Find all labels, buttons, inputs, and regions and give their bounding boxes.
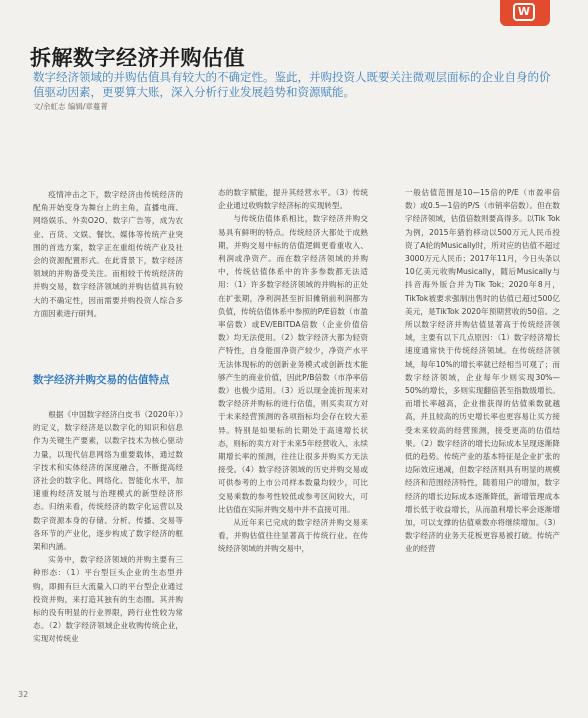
paragraph: 实务中，数字经济领域的并购主要有三种形态：（1）平台型巨头企业的生态型并购，即拥有巨大流量入口的平台型企业通过投资并购，来打造其独有的生态圈。其并购标的没有明显的行业界限，跨行业性较为常态。（2）数字经济领域企业收购传统企业，实现对传统业 [33,555,183,644]
column-1-bottom [33,408,183,702]
paragraph: 根据《中国数字经济白皮书（2020年）》的定义，数字经济是以数字化的知识和信息作为关键生产要素，以数字技术为核心驱动力量，以现代信息网络为重要载体，通过数字技术和实体经济的深度融合，不断提高经济社会的数字化、网络化、智能化水平，加速重构经济发展与治理模式的新型经济形态。归纳来看，传统经济的数字化运营以及数字资源本身的存储、分析、传播、交易等各环节的产业化，逐步构成了数字经济的框架和内涵。 [33,410,183,552]
article-lede: 数字经济领域的并购估值具有较大的不确定性。鉴此，并购投资人既要关注微观层面标的企业自身的价值驱动因素，更要算大账，深入分析行业发展趋势和资源赋能。 [33,70,551,99]
page-number: 32 [18,690,29,699]
paragraph: 态的数字赋能，提升其经营水平。（3）传统企业通过收购数字经济标的实现转型。 [218,188,368,211]
section-tab-icon: W [513,3,535,21]
paragraph: 疫情冲击之下，数字经济由传统经济的配角开始变身为舞台上的主角，直播电商、网络娱乐、外卖O2O、数字广告等，成为农业、百货、文娱、餐饮、媒体等传统产业突围的首选方案，数字正在重组传统产业及社会的资源配置形式。在此背景下，数字经济领域的并购备受关注。而相较于传统经济的并购交易，数字经济领域的并购估值具有较大的不确定性，因而需要并购投资人综合多方面因素进行研判。 [33,190,183,318]
article-title: 拆解数字经济并购估值 [30,46,245,70]
column-3 [405,186,560,706]
paragraph: 与传统估值体系相比，数字经济并购交易具有鲜明的特点。传统经济大都处于成熟期，并购交易中标的估值逻辑更看重收入、利润或净资产。而在数字经济领域的并购中，传统估值体系中的许多参数都无法适用：（1）许多数字经济领域的并购标的正处在扩张期，净利润甚至折旧摊销前利润都为负值，传统估值体系中参照的P/E倍数（市盈率倍数）或EV/EBITDA倍数（企业价值倍数）均无法使用。（2）数字经济大都为轻资产特性，自身能面净资产较少，净资产水平无法体现标的的创新业务模式或创新技术能够产生的商业价值，因此P/B倍数（市净率倍数）也极少适用。（3）近以现金流折现来对数字经济并购标的进行估值，则买卖双方对于未来经营预测的各项指标均会存在较大差异。特别是如果标的长期处于高速增长状态，则标的卖方对于未来5年经营收入、永续期增长率的预测，往往让很多并购买方无法接受。（4）数字经济领域的历史并购交易或可供参考的上市公司样本数量均较少，可比交易乘数的参考性较低或参考区间较大，可比估值在实际并购交易中并不直接可用。 [218,214,368,514]
paragraph: 一般估值范围是10—15倍的P/E（市盈率倍数）或0.5—1倍的P/S（市销率倍数）。但在数字经济领域，估值倍数则要高得多。以Tik Tok为例，2015年猎豹移动以500万元人民币投资了A轮的Musically时，所对应的估值不超过3000万元人民币；2017年11月，今日头条以10亿美元收购Musically，随后Musically与抖音海外版合并为Tik Tok；2020年8月，TikTok被要求强制出售时的估值已超过500亿美元，是TikTok 2020年预期营收的50倍。之所以数字经济并购估值显著高于传统经济领域，主要有以下几点原因：（1）数字经济增长速度通常快于传统经济领域。在传统经济领域，每年10%的增长率就已经相当可观了；而数字经济领域，企业每年少则实现30%—50%的增长，多则实现翻倍甚至指数级增长。而增长率越高，企业推获得的估值乘数就越高，并且较高的历史增长率也更容易让买方接受未来较高的经营预测，接受更高的估值结果。（2）数字经济的增长边际成本呈现逐渐降低的趋势。传统产业的基本特征是企业扩张的边际效应递减，但数字经济则具有明显的规模经济和范围经济特性，随着用户的增加，数字经济的增长边际成本逐渐降低，新增管理成本增长低于收益增长，从而盈利增长率会逐渐增加，可以支撑的估值乘数亦将继续增加。（3）数字经济的业务天花板更容易被打破。传统产业的经营 [405,188,560,554]
paragraph: 从近年来已完成的数字经济并购交易来看，并购估值往往显著高于传统行业。在传统经济领域的并购交易中， [218,518,368,554]
column-2 [218,186,368,702]
section-tab [500,0,550,26]
article-byline: 文/余虹志 编辑/章蔓菁 [33,102,108,111]
column-1-top [33,188,183,360]
section-heading: 数字经济并购交易的估值特点 [33,374,170,386]
